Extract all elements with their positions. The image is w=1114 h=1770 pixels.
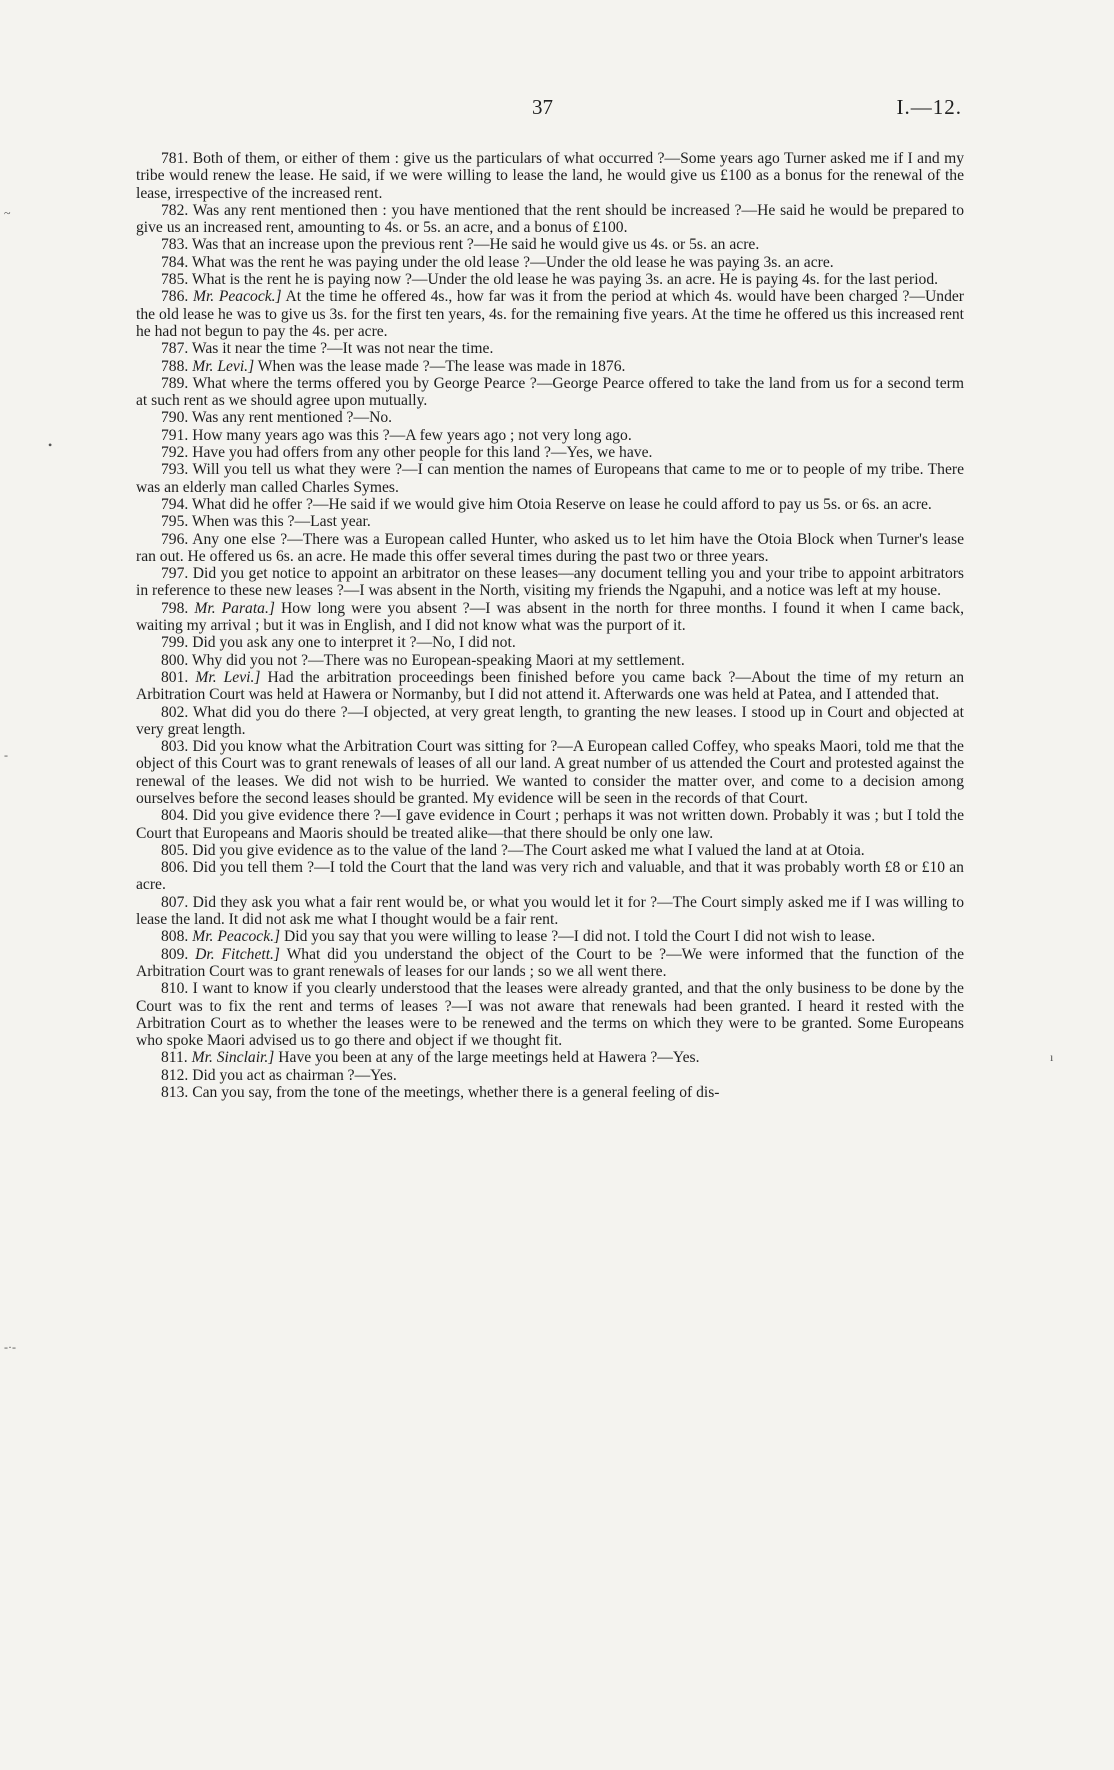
qa-text: Was that an increase upon the previous rent ?—He said he would give us 4s. or 5s. an acre. (191, 236, 760, 254)
qa-paragraph (136, 738, 964, 807)
qa-text: What where the terms offered you by George Pearce ?—George Pearce offered to take the land from us for a second term at such rent as we should agree upon mutually. (136, 374, 964, 410)
qa-text: How many years ago was this ?—A few years ago ; not very long ago. (192, 426, 632, 444)
qa-text: Was it near the time ?—It was not near the time. (191, 340, 494, 358)
question-number: 781. (161, 150, 189, 167)
question-number: 787. (161, 340, 189, 358)
question-number: 801. (161, 668, 189, 686)
question-number: 790. (161, 409, 189, 427)
scan-speck-mark: - (4, 748, 8, 762)
question-number: 802. (161, 703, 189, 721)
qa-text: What was the rent he was paying under the old lease ?—Under the old lease he was paying 3s. an acre. (191, 253, 834, 271)
qa-paragraph (136, 340, 964, 357)
scan-speck-mark: ı (1050, 1050, 1054, 1064)
qa-paragraph (136, 427, 964, 444)
qa-paragraph (136, 202, 964, 237)
question-number: 783. (161, 236, 189, 254)
question-number: 806. (161, 859, 189, 877)
qa-paragraph (136, 807, 964, 842)
question-number: 807. (161, 893, 189, 911)
qa-paragraph (136, 254, 964, 271)
question-number: 798. (161, 599, 189, 617)
qa-text: Did you tell them ?—I told the Court that the land was very rich and valuable, and that it was probably worth £8 or £10 an acre. (136, 859, 964, 894)
speaker-label: Mr. Peacock.] (192, 288, 282, 306)
scan-speck-mark: • (48, 438, 53, 452)
qa-paragraph (136, 496, 964, 513)
qa-text: Can you say, from the tone of the meetings, whether there is a general feeling of dis- (192, 1084, 720, 1102)
qa-paragraph (136, 946, 964, 981)
qa-paragraph (136, 513, 964, 530)
qa-paragraph (136, 894, 964, 929)
scan-speck-mark: ~ (4, 206, 11, 220)
question-number: 804. (161, 807, 189, 825)
qa-paragraph (136, 444, 964, 461)
qa-text: When was this ?—Last year. (191, 513, 371, 531)
qa-paragraph (136, 1049, 964, 1066)
document-reference: I.—12. (896, 95, 962, 119)
qa-paragraph (136, 1084, 964, 1101)
question-number: 811. (161, 1049, 188, 1067)
qa-paragraph (136, 704, 964, 739)
qa-paragraph (136, 1067, 964, 1084)
page-header (0, 95, 1114, 125)
question-number: 797. (161, 565, 189, 583)
question-number: 784. (161, 253, 189, 271)
qa-text: What did you do there ?—I objected, at very great length, to granting the new leases. I stood up in Court and objected at very great length. (136, 703, 964, 738)
qa-text: Did you ask any one to interpret it ?—No, I did not. (192, 634, 516, 652)
qa-paragraph (136, 531, 964, 566)
qa-text: Was any rent mentioned then : you have mentioned that the rent should be increased ?—He said he would be prepared to give us an increased rent, amounting to 4s. or 5s. an acre, and a bonus of £100. (136, 201, 964, 237)
page-body (136, 150, 964, 1101)
qa-text: Did you give evidence there ?—I gave evidence in Court ; perhaps it was not written down. Probably it was ; but I told the Court that Europeans and Maoris should be treated alike—that there should be only one law. (136, 807, 964, 842)
qa-paragraph (136, 928, 964, 945)
qa-text: When was the lease made ?—The lease was made in 1876. (257, 357, 626, 375)
speaker-label: Mr. Peacock.] (192, 928, 281, 946)
question-number: 803. (161, 738, 189, 756)
question-number: 788. (161, 357, 189, 375)
question-number: 793. (161, 461, 189, 479)
qa-text: I want to know if you clearly understood that the leases were already granted, and that the only business to be done by the Court was to fix the rent and terms of leases ?—I was not aware that renewals had been granted. I heard it rested with the Arbitration Court as to whether the leases were to be renewed and the terms on which they were to be granted. Some Europeans who spoke Maori advised us to go there and object if we thought fit. (136, 980, 964, 1050)
question-number: 791. (161, 426, 189, 444)
qa-text: Any one else ?—There was a European called Hunter, who asked us to let him have the Otoia Block when Turner's lease ran out. He offered us 6s. an acre. He made this offer several times during the past two or three years. (136, 530, 964, 565)
qa-text: Did you act as chairman ?—Yes. (192, 1066, 397, 1084)
qa-paragraph (136, 565, 964, 600)
qa-text: Why did you not ?—There was no European-speaking Maori at my settlement. (191, 651, 685, 669)
speaker-label: Mr. Parata.] (194, 599, 275, 617)
qa-text: Had the arbitration proceedings been finished before you came back ?—About the time of my return an Arbitration Court was held at Hawera or Normanby, but I did not attend it. Afterwards one was held at Patea, and I attended that. (136, 668, 964, 704)
speaker-label: Mr. Sinclair.] (191, 1049, 275, 1067)
question-number: 794. (161, 495, 189, 513)
qa-text: Both of them, or either of them : give us the particulars of what occurred ?—Some years ago Turner asked me if I and my tribe would renew the lease. He said, if we were willing to lease the land, he would give us £100 as a bonus for the renewal of the lease, irrespective of the increased rent. (136, 150, 964, 202)
qa-paragraph (136, 842, 964, 859)
qa-text: Did you get notice to appoint an arbitrator on these leases—any document telling you and your tribe to appoint arbitrators in reference to these new leases ?—I was absent in the North, visiting my friends the Ngapuhi, and a notice was left at my house. (136, 565, 965, 600)
qa-paragraph (136, 859, 964, 894)
question-number: 795. (161, 513, 189, 531)
qa-text: Did you know what the Arbitration Court was sitting for ?—A European called Coffey, who speaks Maori, told me that the object of this Court was to grant renewals of leases of all our land. A great number of us attended the Court and protested against the renewal of the leases. We did not wish to be hurried. We wanted to consider the matter over, and come to a decision among ourselves before the second leases should be granted. My evidence will be seen in the records of that Court. (136, 738, 964, 807)
qa-paragraph (136, 461, 964, 496)
qa-text: Have you had offers from any other people for this land ?—Yes, we have. (192, 444, 653, 462)
question-number: 813. (161, 1084, 189, 1102)
question-number: 805. (161, 841, 189, 859)
qa-text: At the time he offered 4s., how far was it from the period at which 4s. would have been charged ?—Under the old lease he was to give us 3s. for the first ten years, 4s. for the remaining five years. At the time he offered us this increased rent he had not begun to pay the 4s. per acre. (136, 288, 964, 340)
question-number: 796. (161, 530, 189, 548)
question-number: 789. (161, 374, 189, 392)
qa-text: Did you give evidence as to the value of the land ?—The Court asked me what I valued the land at at Otoia. (192, 841, 865, 859)
qa-text: Will you tell us what they were ?—I can mention the names of Europeans that came to me or to people of my tribe. There was an elderly man called Charles Symes. (136, 461, 964, 496)
qa-text: Was any rent mentioned ?—No. (191, 409, 393, 427)
qa-text: Have you been at any of the large meetings held at Hawera ?—Yes. (278, 1049, 700, 1067)
qa-text: Did you say that you were willing to lease ?—I did not. I told the Court I did not wish to lease. (284, 928, 876, 946)
qa-text: What did you understand the object of the Court to be ?—We were informed that the function of the Arbitration Court was to grant renewals of leases for our lands ; so we all went there. (136, 945, 965, 980)
speaker-label: Dr. Fitchett.] (195, 945, 280, 963)
qa-paragraph (136, 358, 964, 375)
qa-paragraph (136, 150, 964, 202)
question-number: 792. (161, 444, 189, 462)
qa-paragraph (136, 288, 964, 340)
question-number: 812. (161, 1066, 189, 1084)
question-number: 809. (161, 945, 189, 963)
qa-paragraph (136, 634, 964, 651)
qa-paragraph (136, 271, 964, 288)
question-number: 799. (161, 634, 189, 652)
qa-text: Did they ask you what a fair rent would be, or what you would let it for ?—The Court simply asked me if I was willing to lease the land. It did not ask me what I thought would be a fair rent. (136, 893, 964, 929)
qa-paragraph (136, 669, 964, 704)
question-number: 782. (161, 201, 189, 219)
qa-paragraph (136, 600, 964, 635)
question-number: 808. (161, 928, 189, 946)
qa-paragraph (136, 409, 964, 426)
page-number: 37 (532, 95, 553, 119)
qa-paragraph (136, 375, 964, 410)
qa-text: What did he offer ?—He said if we would give him Otoia Reserve on lease he could afford to pay us 5s. or 6s. an acre. (191, 495, 932, 513)
speaker-label: Mr. Levi.] (192, 357, 255, 375)
qa-text: How long were you absent ?—I was absent in the north for three months. I found it when I came back, waiting my arrival ; but it was in English, and I did not know what was the purport of it. (136, 599, 965, 635)
question-number: 786. (161, 288, 189, 306)
question-number: 800. (161, 651, 189, 669)
scan-speck-mark: -·- (4, 1340, 16, 1354)
question-number: 785. (161, 271, 189, 289)
question-number: 810. (161, 980, 189, 998)
qa-text: What is the rent he is paying now ?—Under the old lease he was paying 3s. an acre. He is paying 4s. for the last period. (191, 271, 939, 289)
qa-paragraph (136, 652, 964, 669)
qa-paragraph (136, 980, 964, 1049)
qa-paragraph (136, 236, 964, 253)
speaker-label: Mr. Levi.] (195, 668, 261, 686)
